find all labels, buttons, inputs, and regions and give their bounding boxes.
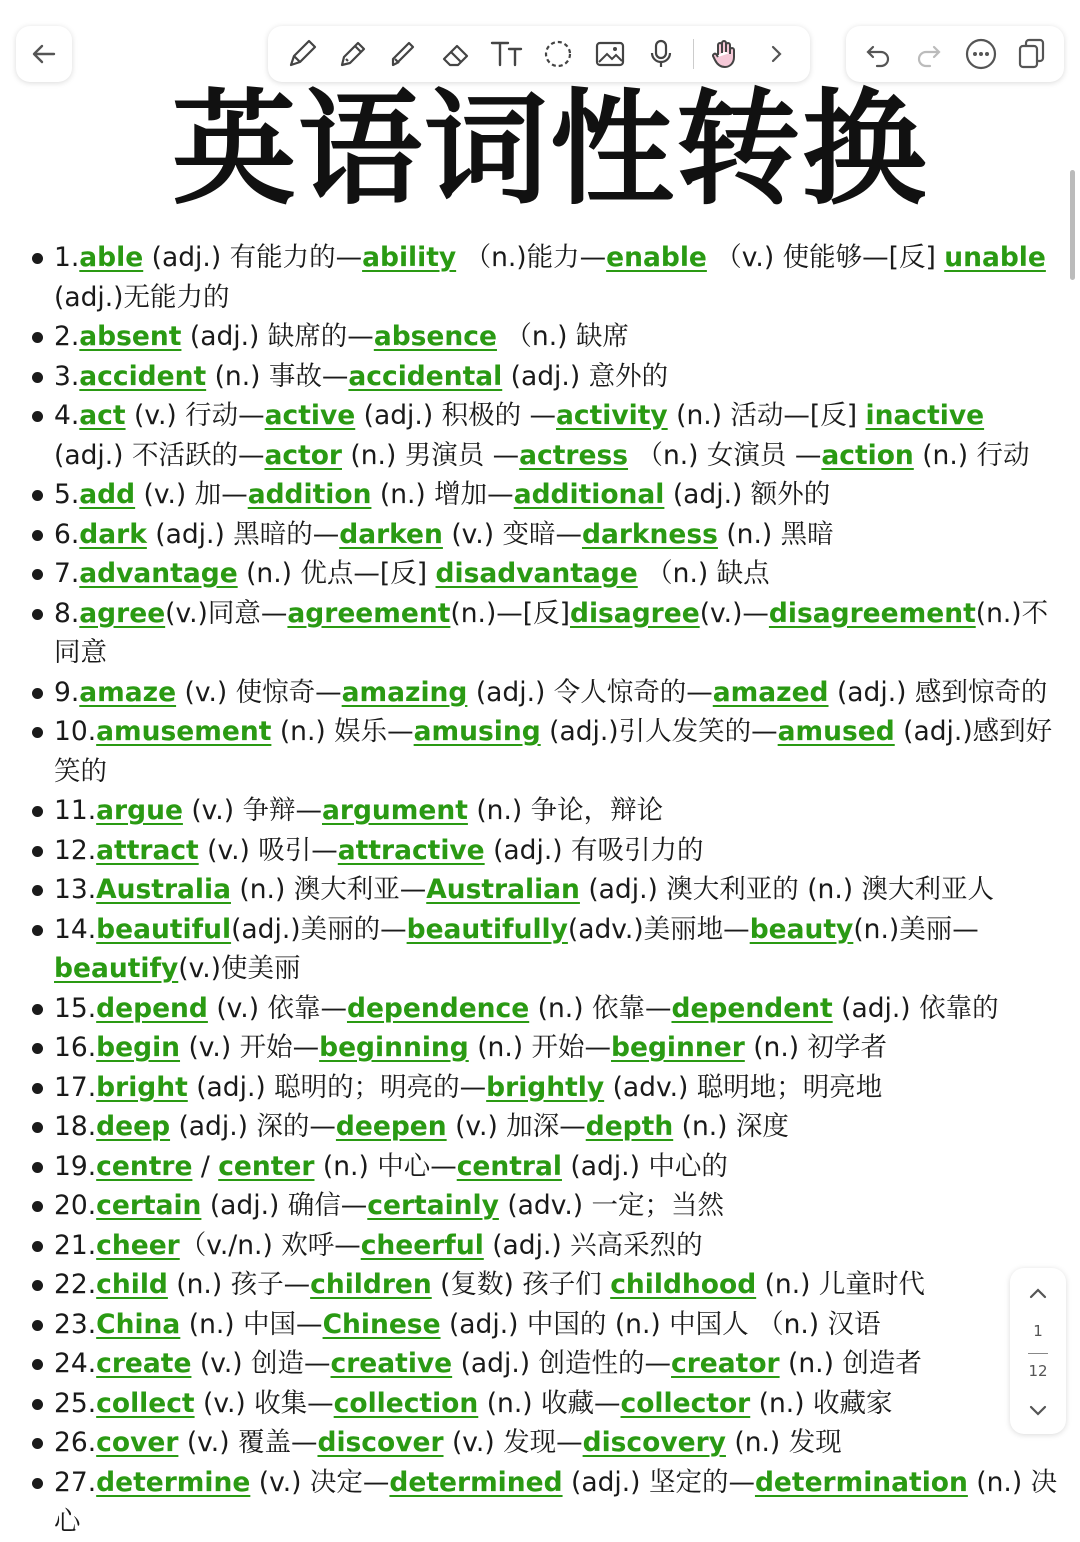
vocab-word: beginning bbox=[319, 1032, 469, 1063]
list-item bbox=[28, 317, 1058, 357]
vocab-word: amazed bbox=[712, 676, 829, 708]
word-gloss: (adj.) 深的— bbox=[170, 1111, 336, 1142]
more-button[interactable] bbox=[961, 34, 1001, 74]
list-item bbox=[28, 1265, 1058, 1305]
word-gloss: 8. bbox=[54, 597, 80, 629]
word-gloss: (v.) 吸引— bbox=[198, 834, 338, 866]
vocab-word: Chinese bbox=[322, 1308, 441, 1340]
pen-icon bbox=[285, 37, 319, 71]
vocab-word: cheer bbox=[96, 1229, 180, 1261]
word-gloss: (n.)美丽— bbox=[853, 913, 979, 945]
word-gloss: 27. bbox=[54, 1466, 97, 1498]
vocab-word: absence bbox=[373, 321, 497, 352]
word-gloss: 25. bbox=[54, 1387, 97, 1419]
word-gloss: 26. bbox=[54, 1427, 97, 1458]
undo-icon bbox=[863, 39, 893, 69]
vocab-word: bright bbox=[96, 1071, 188, 1103]
word-gloss: （n.) 缺席 bbox=[496, 321, 629, 352]
vocab-word: argument bbox=[322, 795, 468, 826]
vocab-word: agree bbox=[79, 597, 166, 629]
word-gloss: 14. bbox=[54, 913, 97, 945]
text-tool[interactable] bbox=[487, 34, 527, 74]
vocab-word: China bbox=[96, 1308, 181, 1340]
list-item bbox=[28, 1028, 1058, 1068]
word-gloss: (adj.) 澳大利亚的 (n.) 澳大利亚人 bbox=[579, 874, 995, 905]
vocab-word: attract bbox=[96, 834, 199, 866]
word-gloss: (adj.) 依靠的 bbox=[832, 992, 999, 1024]
word-gloss: 10. bbox=[54, 716, 97, 747]
word-gloss: (n.) 黑暗 bbox=[717, 518, 834, 550]
back-icon bbox=[29, 39, 59, 69]
vocab-word: dark bbox=[79, 518, 147, 550]
word-gloss: (adj.) 有吸引力的 bbox=[484, 834, 704, 866]
list-item bbox=[28, 1147, 1058, 1187]
vocab-word: action bbox=[821, 439, 914, 471]
vocab-word: beautifully bbox=[406, 913, 568, 945]
word-gloss: (复数) 孩子们 bbox=[431, 1269, 611, 1300]
vocab-word: determination bbox=[754, 1466, 968, 1498]
vocab-word: beautify bbox=[54, 953, 179, 984]
vocab-word: darkness bbox=[581, 518, 718, 550]
more-icon bbox=[964, 37, 998, 71]
toolbar-divider bbox=[693, 39, 694, 69]
vocab-word: amazing bbox=[341, 676, 468, 708]
lasso-tool[interactable] bbox=[538, 34, 578, 74]
vocab-word: creator bbox=[671, 1348, 780, 1379]
vocab-word: activity bbox=[556, 400, 668, 431]
word-gloss: (v.) 创造— bbox=[191, 1348, 331, 1379]
word-gloss: (adj.) 聪明的；明亮的— bbox=[187, 1071, 487, 1103]
vocab-word: depend bbox=[96, 992, 208, 1024]
word-gloss: (n.) 行动 bbox=[913, 439, 1030, 471]
word-gloss: (n.) 增加— bbox=[371, 479, 514, 510]
redo-icon bbox=[914, 39, 944, 69]
word-gloss: (adj.)引人发笑的— bbox=[540, 716, 778, 747]
word-gloss: (v.) 变暗— bbox=[442, 518, 582, 550]
mic-tool[interactable] bbox=[641, 34, 681, 74]
list-item bbox=[28, 357, 1058, 397]
word-gloss: (v.) 决定— bbox=[250, 1466, 390, 1498]
vocab-word: deepen bbox=[335, 1111, 447, 1142]
undo-button[interactable] bbox=[858, 34, 898, 74]
vocab-word: addition bbox=[247, 479, 372, 510]
vocab-word: center bbox=[218, 1150, 315, 1182]
pencil-icon bbox=[336, 37, 370, 71]
word-gloss: (v.) 开始— bbox=[180, 1032, 320, 1063]
vocab-word: dependent bbox=[671, 992, 833, 1024]
word-gloss: 16. bbox=[54, 1032, 97, 1063]
word-gloss: (v.) 争辩— bbox=[182, 795, 322, 826]
list-item bbox=[28, 1423, 1058, 1463]
list-item bbox=[28, 791, 1058, 831]
vocab-word: amusement bbox=[96, 716, 272, 747]
chevron-up-icon[interactable] bbox=[1026, 1282, 1050, 1306]
vocab-word: centre bbox=[96, 1150, 193, 1182]
vocab-word: attractive bbox=[337, 834, 485, 866]
hand-tool[interactable] bbox=[705, 34, 745, 74]
word-gloss: 1. bbox=[54, 242, 80, 273]
image-icon bbox=[593, 37, 627, 71]
word-gloss: 21. bbox=[54, 1229, 97, 1261]
vocab-word: certain bbox=[96, 1190, 202, 1221]
vocab-word: add bbox=[79, 479, 136, 510]
word-gloss: (v.)— bbox=[699, 597, 769, 629]
page-divider bbox=[1028, 1353, 1048, 1354]
vocab-word: central bbox=[456, 1150, 562, 1182]
word-gloss: (adj.) 中心的 bbox=[561, 1150, 728, 1182]
word-gloss: 6. bbox=[54, 518, 80, 550]
word-gloss: (n.) 初学者 bbox=[744, 1032, 888, 1063]
word-gloss: (n.) 优点—[反] bbox=[237, 558, 436, 589]
vocab-word: beginner bbox=[611, 1032, 745, 1063]
vocab-word: inactive bbox=[865, 400, 985, 431]
hand-icon bbox=[708, 37, 742, 71]
word-gloss: (adj.) 兴高采烈的 bbox=[483, 1229, 703, 1261]
word-gloss: (n.) 男演员 — bbox=[342, 439, 520, 471]
vocab-word: dependence bbox=[346, 992, 530, 1024]
word-gloss: 3. bbox=[54, 360, 80, 392]
word-gloss: (v.)使美丽 bbox=[178, 953, 301, 984]
word-gloss: 19. bbox=[54, 1150, 97, 1182]
vocab-word: collect bbox=[96, 1387, 195, 1419]
word-gloss: 22. bbox=[54, 1269, 97, 1300]
word-gloss: (adj.)感到好笑的 bbox=[54, 716, 1053, 787]
word-gloss: 18. bbox=[54, 1111, 97, 1142]
word-gloss: 4. bbox=[54, 400, 80, 431]
page-navigator bbox=[1010, 1268, 1066, 1434]
vocab-word: depth bbox=[585, 1111, 674, 1142]
vocab-word: act bbox=[79, 400, 126, 431]
pages-button[interactable] bbox=[1012, 34, 1052, 74]
word-gloss: 24. bbox=[54, 1348, 97, 1379]
word-gloss: (v.) 收集— bbox=[194, 1387, 334, 1419]
vocab-word: discover bbox=[317, 1427, 444, 1458]
word-gloss: （v./n.) 欢呼— bbox=[179, 1229, 361, 1261]
word-gloss: (n.) 娱乐— bbox=[271, 716, 414, 747]
vocab-word: childhood bbox=[610, 1269, 757, 1300]
word-gloss: (n.) 中国— bbox=[180, 1308, 323, 1340]
vocab-word: amaze bbox=[79, 676, 177, 708]
vocab-word: ability bbox=[362, 242, 457, 273]
word-gloss: 5. bbox=[54, 479, 80, 510]
word-gloss: 17. bbox=[54, 1071, 97, 1103]
list-item bbox=[28, 554, 1058, 594]
word-gloss: (n.) 孩子— bbox=[167, 1269, 311, 1300]
text-icon bbox=[489, 37, 525, 71]
word-gloss: (adj.)无能力的 bbox=[54, 281, 230, 313]
word-gloss: 7. bbox=[54, 558, 80, 589]
word-gloss: 12. bbox=[54, 834, 97, 866]
word-gloss: / bbox=[192, 1150, 219, 1182]
word-gloss: (v.) 加深— bbox=[446, 1111, 586, 1142]
word-gloss: (adj.) 不活跃的— bbox=[54, 439, 265, 471]
vocab-word: disagree bbox=[569, 597, 700, 629]
vocab-list bbox=[28, 238, 1058, 1542]
word-gloss: (adj.) 意外的 bbox=[502, 360, 669, 392]
list-item bbox=[28, 1226, 1058, 1266]
scrollbar[interactable] bbox=[1070, 170, 1075, 280]
chevron-down-icon[interactable] bbox=[1026, 1398, 1050, 1422]
vocab-word: active bbox=[264, 400, 356, 431]
vocab-word: collection bbox=[333, 1387, 479, 1419]
eraser-icon bbox=[439, 37, 473, 71]
word-gloss: 9. bbox=[54, 676, 80, 708]
word-gloss: (n.) 中心— bbox=[314, 1150, 457, 1182]
pen-tool[interactable] bbox=[282, 34, 322, 74]
list-item bbox=[28, 712, 1058, 791]
word-gloss: (adv.)美丽地— bbox=[567, 913, 750, 945]
list-item bbox=[28, 673, 1058, 713]
word-gloss: (v.)同意— bbox=[165, 597, 288, 629]
word-gloss: (adj.) 创造性的— bbox=[452, 1348, 672, 1379]
marker-tool[interactable] bbox=[384, 34, 424, 74]
word-gloss: (v.) 覆盖— bbox=[178, 1427, 318, 1458]
vocab-word: additional bbox=[513, 479, 665, 510]
pages-icon bbox=[1016, 37, 1048, 71]
vocab-word: determined bbox=[389, 1466, 563, 1498]
vocab-word: collector bbox=[620, 1387, 751, 1419]
vocab-word: begin bbox=[96, 1032, 181, 1063]
list-item bbox=[28, 1186, 1058, 1226]
list-item bbox=[28, 594, 1058, 673]
list-item bbox=[28, 1344, 1058, 1384]
vocab-word: actress bbox=[519, 439, 629, 471]
word-gloss: (v.) 行动— bbox=[125, 400, 265, 431]
word-gloss: (adv.) 一定；当然 bbox=[498, 1190, 725, 1221]
word-gloss: (n.) 澳大利亚— bbox=[230, 874, 427, 905]
vocab-word: absent bbox=[79, 321, 182, 352]
word-gloss: (n.) 创造者 bbox=[779, 1348, 922, 1379]
word-gloss: (n.) 深度 bbox=[673, 1111, 789, 1142]
word-gloss: 20. bbox=[54, 1190, 97, 1221]
vocab-word: accidental bbox=[348, 360, 503, 392]
list-item bbox=[28, 1068, 1058, 1108]
word-gloss: (n.) 争论，辩论 bbox=[467, 795, 664, 826]
total-pages: 12 bbox=[1028, 1362, 1048, 1380]
word-gloss: (adj.) 坚定的— bbox=[562, 1466, 755, 1498]
vocab-word: Australian bbox=[426, 874, 580, 905]
word-gloss: (adj.) 中国的 (n.) 中国人 （n.) 汉语 bbox=[440, 1308, 881, 1340]
vocab-word: certainly bbox=[367, 1190, 499, 1221]
word-gloss: (n.) 收藏— bbox=[478, 1387, 621, 1419]
drawing-toolbar bbox=[268, 26, 810, 82]
vocab-word: brightly bbox=[486, 1071, 605, 1103]
word-gloss: (n.)不同意 bbox=[54, 597, 1049, 668]
list-item bbox=[28, 1463, 1058, 1542]
vocab-word: disagreement bbox=[768, 597, 976, 629]
page-title: 英语词性转换 bbox=[171, 78, 928, 222]
word-gloss: (n.) 事故— bbox=[206, 360, 349, 392]
word-gloss: (n.) 决心 bbox=[54, 1466, 1058, 1537]
word-gloss: (adj.) 令人惊奇的— bbox=[467, 676, 713, 708]
redo-button[interactable] bbox=[909, 34, 949, 74]
vocab-word: deep bbox=[96, 1111, 171, 1142]
word-gloss: (n.) 发现 bbox=[725, 1427, 842, 1458]
vocab-word: agreement bbox=[287, 597, 451, 629]
marker-icon bbox=[387, 37, 421, 71]
word-gloss: (adj.) 积极的 — bbox=[355, 400, 557, 431]
word-gloss: (v.) 使惊奇— bbox=[176, 676, 342, 708]
word-gloss: 15. bbox=[54, 992, 97, 1024]
vocab-word: advantage bbox=[79, 558, 238, 589]
vocab-word: accident bbox=[79, 360, 207, 392]
vocab-word: actor bbox=[264, 439, 342, 471]
vocab-word: amusing bbox=[413, 716, 541, 747]
vocab-word: beauty bbox=[749, 913, 854, 945]
list-item bbox=[28, 1384, 1058, 1424]
word-gloss: （v.) 使能够—[反] bbox=[706, 242, 945, 273]
mic-icon bbox=[644, 37, 678, 71]
vocab-word: unable bbox=[944, 242, 1046, 273]
vocab-word: amused bbox=[777, 716, 895, 747]
list-item bbox=[28, 870, 1058, 910]
vocab-word: cheerful bbox=[360, 1229, 484, 1261]
word-gloss: (n.) 活动—[反] bbox=[667, 400, 866, 431]
pencil-tool[interactable] bbox=[333, 34, 373, 74]
word-gloss: （n.)能力— bbox=[456, 242, 607, 273]
list-item bbox=[28, 515, 1058, 555]
word-gloss: (adj.) 有能力的— bbox=[143, 242, 363, 273]
word-gloss: (adj.) 黑暗的— bbox=[146, 518, 340, 550]
word-gloss: 11. bbox=[54, 795, 97, 826]
word-gloss: (adj.)美丽的— bbox=[231, 913, 407, 945]
vocab-word: cover bbox=[96, 1427, 179, 1458]
word-gloss: (v.) 加— bbox=[135, 479, 248, 510]
toolbar-next-button[interactable] bbox=[756, 34, 796, 74]
vocab-word: beautiful bbox=[96, 913, 232, 945]
vocab-word: disadvantage bbox=[435, 558, 638, 589]
image-tool[interactable] bbox=[590, 34, 630, 74]
vocab-word: enable bbox=[606, 242, 707, 273]
word-gloss: (n.) 儿童时代 bbox=[756, 1269, 925, 1300]
vocab-word: child bbox=[96, 1269, 168, 1300]
chevron-right-icon bbox=[764, 42, 788, 66]
word-gloss: (n.) 依靠— bbox=[529, 992, 672, 1024]
word-gloss: 2. bbox=[54, 321, 80, 352]
vocab-word: create bbox=[96, 1348, 192, 1379]
word-gloss: (adj.) 额外的 bbox=[664, 479, 831, 510]
word-gloss: （n.) 缺点 bbox=[637, 558, 770, 589]
current-page: 1 bbox=[1033, 1322, 1043, 1340]
list-item bbox=[28, 989, 1058, 1029]
list-item bbox=[28, 396, 1058, 475]
word-gloss: (v.) 依靠— bbox=[207, 992, 347, 1024]
word-gloss: 13. bbox=[54, 874, 97, 905]
word-gloss: (n.)—[反] bbox=[450, 597, 570, 629]
vocab-word: children bbox=[310, 1269, 432, 1300]
list-item bbox=[28, 1305, 1058, 1345]
list-item bbox=[28, 475, 1058, 515]
lasso-icon bbox=[541, 37, 575, 71]
vocab-word: discovery bbox=[582, 1427, 726, 1458]
word-gloss: (n.) 开始— bbox=[468, 1032, 612, 1063]
word-gloss: （n.) 女演员 — bbox=[628, 439, 822, 471]
vocab-word: determine bbox=[96, 1466, 251, 1498]
vocab-word: able bbox=[79, 242, 144, 273]
list-item bbox=[28, 238, 1058, 317]
word-gloss: (adj.) 确信— bbox=[201, 1190, 368, 1221]
list-item bbox=[28, 1107, 1058, 1147]
word-gloss: (adj.) 缺席的— bbox=[181, 321, 374, 352]
list-item bbox=[28, 910, 1058, 989]
action-toolbar bbox=[846, 26, 1064, 82]
vocab-word: darken bbox=[339, 518, 443, 550]
word-gloss: 23. bbox=[54, 1308, 97, 1340]
list-item bbox=[28, 831, 1058, 871]
word-gloss: (adj.) 感到惊奇的 bbox=[828, 676, 1048, 708]
vocab-word: creative bbox=[330, 1348, 453, 1379]
vocab-word: Australia bbox=[96, 874, 231, 905]
word-gloss: (n.) 收藏家 bbox=[750, 1387, 893, 1419]
eraser-tool[interactable] bbox=[436, 34, 476, 74]
word-gloss: (adv.) 聪明地；明亮地 bbox=[604, 1071, 883, 1103]
back-button[interactable] bbox=[16, 26, 72, 82]
word-gloss: (v.) 发现— bbox=[443, 1427, 583, 1458]
vocab-word: argue bbox=[96, 795, 183, 826]
